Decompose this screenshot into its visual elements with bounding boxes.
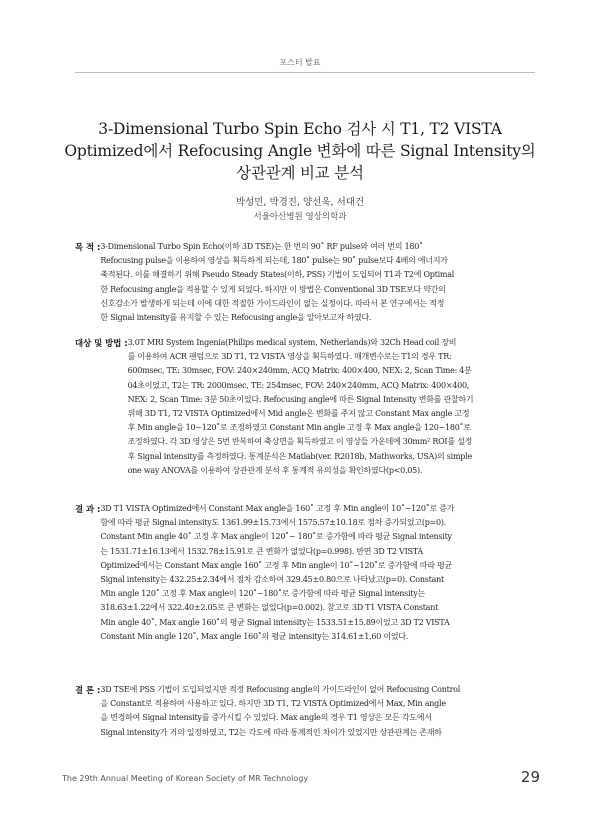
text-line: Refocusing pulse을 이용하여 영상을 획득하게 되는데, 180˚ pulse는 90˚ pulse보다 4배의 에너지가 [100,256,448,266]
title-line: 상관관계 비교 분석 [236,164,364,182]
result-body [100,502,535,644]
text-line: 3D T1 VISTA Optimized에서 Constant Max angle을 160˚ 고정 후 Min angle이 10˚~120˚로 증가 [100,504,455,513]
text-line: 를 이용하여 ACR 팬텀으로 3D T1, T2 VISTA 영상을 획득하였다. 매개변수로는 T1의 경우 TR: [127,352,452,362]
text-line: 04초이었고, T2는 TR: 2000msec, TE: 254msec, FOV: 240×240mm, ACQ Matrix: 400×400, [127,380,470,390]
conclusion-label: 결 론 : [75,685,101,695]
result-label: 결 과 : [75,504,101,514]
method-section [75,336,535,478]
objective-section [75,240,535,325]
text-line: Min angle 120˚ 고정 후 Max angle이 120˚~180˚로 증가함에 따라 평균 Signal intensity는 [100,589,425,599]
text-line: Constant Min angle 40˚ 고정 후 Max angle이 120˚~ 180˚로 증가함에 따라 평균 Signal intensity [100,532,452,542]
text-line: 후 Min angle을 10~120˚로 조정하였고 Constant Min angle 고정 후 Max angle을 120~180˚로 [127,423,471,433]
text-line: 는 1531.71±16.13에서 1532.78±15.91로 큰 변화가 없었다(p=0.998). 반면 3D T2 VISTA [100,546,423,556]
text-line: 한 Refocusing angle을 적용할 수 있게 되었다. 하지만 이 방법은 Conventional 3D TSE보다 약간의 [100,284,446,294]
author-list: 박성민, 박경진, 양선욱, 서대건 [235,197,365,208]
text-line: Constant Min angle 120˚, Max angle 160˚의 평균 intensity는 314.61±1.60 이었다. [100,631,409,641]
objective-label: 목 적 : [75,242,101,252]
text-line: 후 Signal intensity를 측정하였다. 통계분석은 Matlab(ver. R2018b, Mathworks, USA)의 simple [127,451,472,461]
text-line: 함에 따라 평균 Signal intensity도 1361.99±15.73에서 1575.57±10.18로 점차 증가되었고(p=0). [100,518,447,528]
text-line: 을 변경하여 Signal intensity를 증가시킬 수 있었다. Max angle의 경우 T1 영상은 모든 각도에서 [100,713,432,723]
title-line: Optimized에서 Refocusing Angle 변화에 따른 Signal Intensity의 [64,142,536,160]
text-line: 3.0T MRI System Ingenia(Philips medical system, Netherlands)와 32Ch Head coil 장비 [127,338,457,347]
text-line: Optimized에서는 Constant Max angle 160˚ 고정 후 Min angle이 10˚~120˚로 증가함에 따라 평균 [100,560,452,570]
conclusion-body [100,683,535,740]
header-divider [75,72,535,73]
page-number: 29 [520,768,540,786]
text-line: 한 Signal intensity를 유지할 수 있는 Refocusing angle을 알아보고자 하였다. [100,313,372,323]
text-line: 신호감소가 발생하게 되는데 이에 대한 적절한 가이드라인이 없는 실정이다. 따라서 본 연구에서는 적정 [100,298,445,308]
title-line: 3-Dimensional Turbo Spin Echo 검사 시 T1, T2 VISTA [98,120,502,138]
text-line: 600msec, TE: 30msec, FOV: 240×240mm, ACQ Matrix: 400×400, NEX: 2, Scan Time: 4분 [127,366,472,376]
result-section [75,502,535,644]
conclusion-section [75,683,535,740]
author-affiliation: 서울아산병원 영상의학과 [253,212,347,222]
text-line: 318.63±1.22에서 322.40±2.05로 큰 변화는 없었다(p=0.002). 참고로 3D T1 VISTA Constant [100,603,439,613]
text-line: 조정하였다. 각 3D 영상은 5번 반복하여 축상면을 획득하였고 이 영상들 가운데에 30mm² ROI를 설정 [127,437,473,447]
paper-title [60,118,540,184]
text-line: 3D TSE에 PSS 기법이 도입되었지만 적정 Refocusing angle의 가이드라인이 없어 Refocusing Control [100,685,461,694]
text-line: Min angle 40˚, Max angle 160˚의 평균 Signal intensity는 1533.51±15.89이었고 3D T2 VISTA [100,617,450,627]
section-header-label: 포스터 발표 [279,58,321,67]
text-line: 3-Dimensional Turbo Spin Echo(이하 3D TSE)는 한 번의 90˚ RF pulse와 여러 번의 180˚ [100,242,423,251]
method-label: 대상 및 방법 : [75,338,128,348]
objective-body [100,240,535,325]
text-line: Signal intensity는 432.25±2.34에서 점차 감소하여 329.45±0.80으로 나타났고(p=0). Constant [100,575,444,585]
method-body [128,336,535,478]
text-line: NEX: 2, Scan Time: 3분 50초이었다. Refocusing angle에 따른 Signal Intensity 변화를 관찰하기 [127,394,474,404]
footer-journal-name: The 29th Annual Meeting of Korean Society of MR Technology [62,774,309,783]
text-line: 위해 3D T1, T2 VISTA Optimized에서 Mid angle은 변화를 주지 않고 Constant Max angle 고정 [127,409,470,419]
text-line: 을 Constant로 적용하여 사용하고 있다. 하지만 3D T1, T2 VISTA Optimized에서 Max, Min angle [100,699,446,709]
text-line: 축적된다. 이를 해결하기 위해 Pseudo Steady States(이하, PSS) 기법이 도입되어 T1과 T2에 Optimal [100,270,455,280]
text-line: one way ANOVA를 이용하여 상관관계 분석 후 통계적 유의성을 확인하였다(p<0.05). [127,465,423,475]
text-line: Signal intensity가 거의 일정하였고, T2는 각도에 따라 통계적인 차이가 있었지만 상관관계는 존재하 [100,727,442,737]
